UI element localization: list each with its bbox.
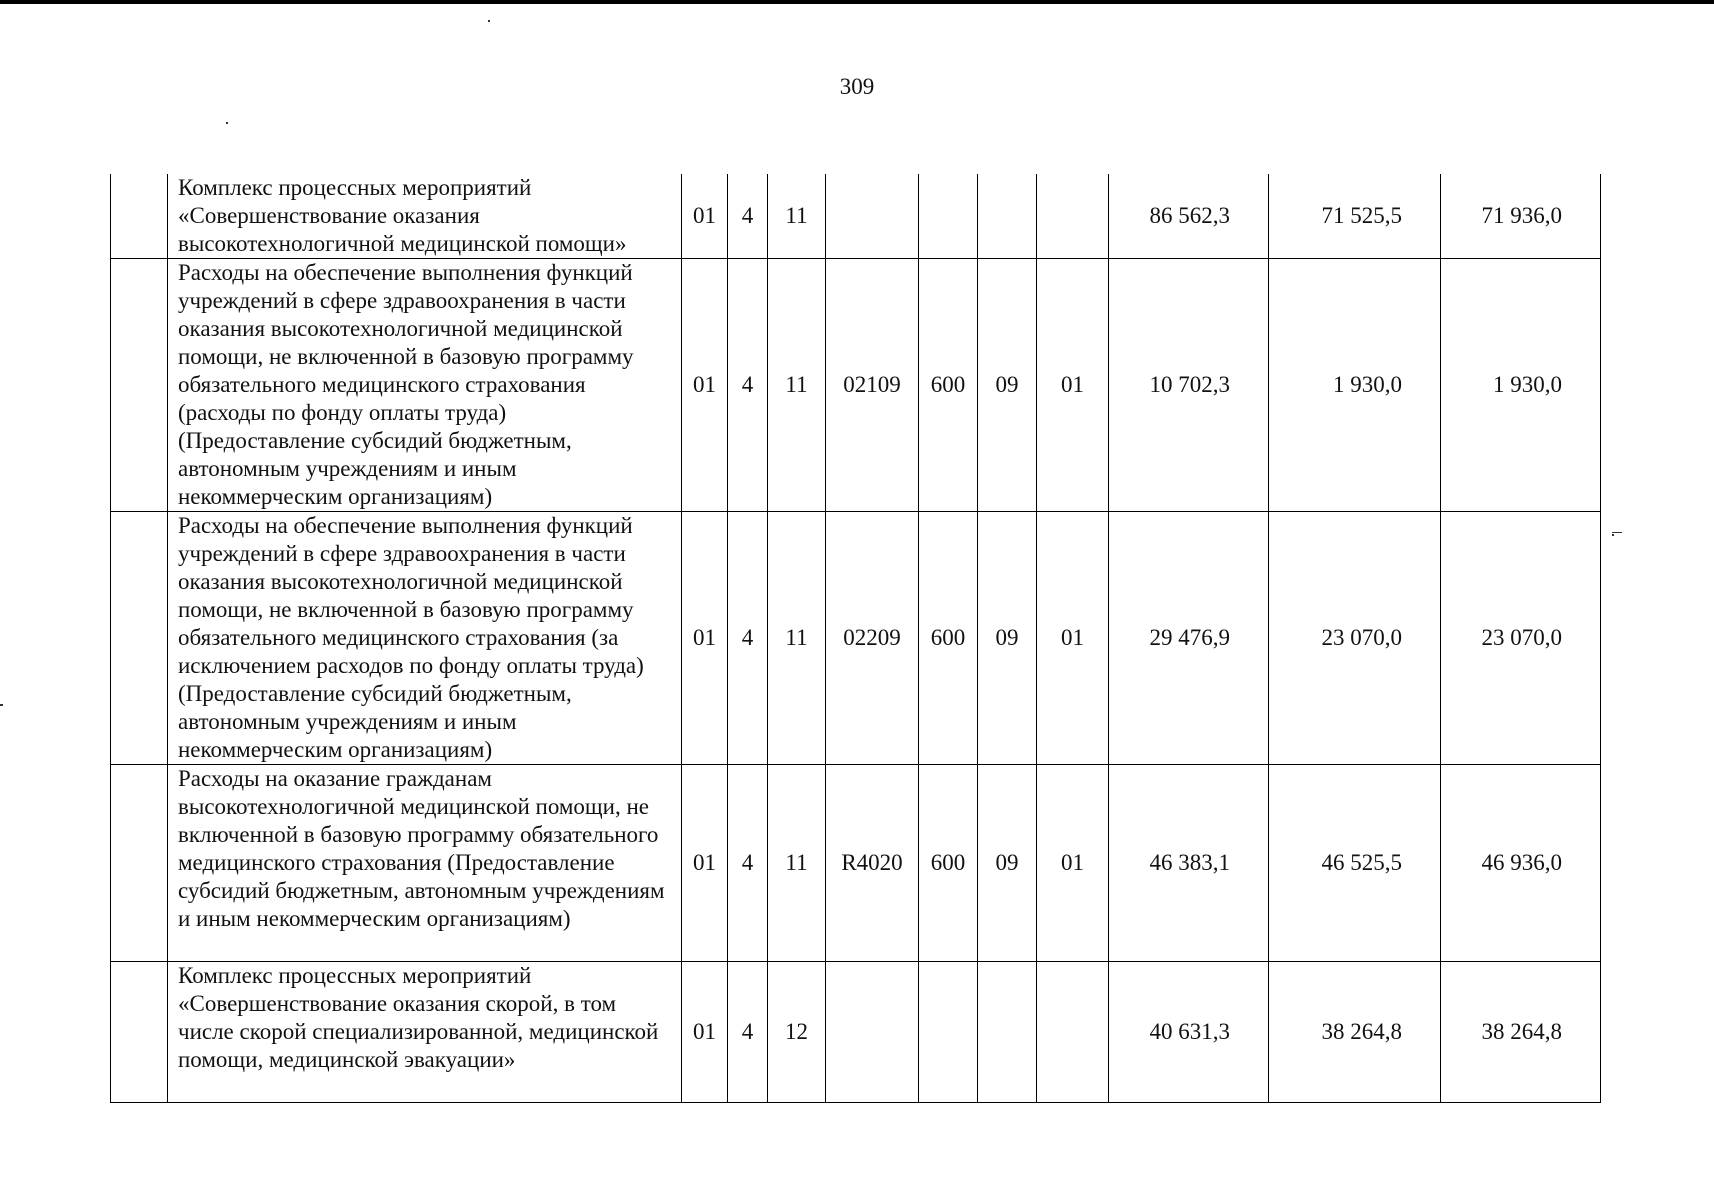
amount-year-1: 46 383,1 xyxy=(1109,765,1269,962)
scan-speck xyxy=(1612,532,1622,533)
row-index-cell xyxy=(111,259,168,512)
subprogram-code: 4 xyxy=(728,512,768,765)
subsection-code: 01 xyxy=(1037,259,1109,512)
row-index-cell xyxy=(111,512,168,765)
scan-speck xyxy=(1612,534,1614,536)
amount-year-1: 86 562,3 xyxy=(1109,174,1269,259)
amount-year-1: 40 631,3 xyxy=(1109,962,1269,1103)
scan-speck xyxy=(488,20,490,22)
amount-year-2: 38 264,8 xyxy=(1269,962,1441,1103)
scan-speck xyxy=(0,704,3,706)
page-number: 309 xyxy=(839,74,875,99)
budget-table xyxy=(110,174,1601,1103)
direction-code xyxy=(826,174,919,259)
expense-type-code: 600 xyxy=(919,512,978,765)
section-code: 09 xyxy=(978,765,1037,962)
row-description: Расходы на оказание гражданам высокотехнологичной медицинской помощи, не включенной в базовую программу обязательного медицинского страхования (Предоставление субсидий бюджетным, автономным учреждениям и иным некоммерческим организациям) xyxy=(168,765,682,962)
subprogram-code: 4 xyxy=(728,259,768,512)
activity-code: 11 xyxy=(768,174,826,259)
amount-year-3: 46 936,0 xyxy=(1441,765,1601,962)
subsection-code: 01 xyxy=(1037,512,1109,765)
expense-type-code: 600 xyxy=(919,765,978,962)
direction-code: R4020 xyxy=(826,765,919,962)
direction-code: 02209 xyxy=(826,512,919,765)
row-description: Комплекс процессных мероприятий «Совершенствование оказания скорой, в том числе скорой специализированной, медицинской помощи, медицинской эвакуации» xyxy=(168,962,682,1103)
section-code: 09 xyxy=(978,259,1037,512)
direction-code: 02109 xyxy=(826,259,919,512)
section-code: 09 xyxy=(978,512,1037,765)
row-index-cell xyxy=(111,174,168,259)
expense-type-code xyxy=(919,174,978,259)
amount-year-3: 71 936,0 xyxy=(1441,174,1601,259)
section-code xyxy=(978,962,1037,1103)
row-description: Расходы на обеспечение выполнения функций учреждений в сфере здравоохранения в части оказания высокотехнологичной медицинской помощи, не включенной в базовую программу обязательного медицинского страхования (расходы по фонду оплаты труда) (Предоставление субсидий бюджетным, автономным учреждениям и иным некоммерческим организациям) xyxy=(168,259,682,512)
table-row xyxy=(111,259,1601,512)
amount-year-3: 38 264,8 xyxy=(1441,962,1601,1103)
activity-code: 11 xyxy=(768,259,826,512)
activity-code: 11 xyxy=(768,765,826,962)
amount-year-2: 1 930,0 xyxy=(1269,259,1441,512)
activity-code: 11 xyxy=(768,512,826,765)
program-code: 01 xyxy=(682,962,728,1103)
program-code: 01 xyxy=(682,765,728,962)
table-row xyxy=(111,765,1601,962)
amount-year-1: 10 702,3 xyxy=(1109,259,1269,512)
program-code: 01 xyxy=(682,259,728,512)
amount-year-2: 46 525,5 xyxy=(1269,765,1441,962)
program-code: 01 xyxy=(682,174,728,259)
row-index-cell xyxy=(111,962,168,1103)
row-index-cell xyxy=(111,765,168,962)
subprogram-code: 4 xyxy=(728,962,768,1103)
scan-top-edge xyxy=(0,0,1714,4)
expense-type-code: 600 xyxy=(919,259,978,512)
expense-type-code xyxy=(919,962,978,1103)
amount-year-2: 71 525,5 xyxy=(1269,174,1441,259)
table-row xyxy=(111,512,1601,765)
program-code: 01 xyxy=(682,512,728,765)
subsection-code xyxy=(1037,174,1109,259)
table-row xyxy=(111,174,1601,259)
subprogram-code: 4 xyxy=(728,765,768,962)
amount-year-2: 23 070,0 xyxy=(1269,512,1441,765)
row-description: Комплекс процессных мероприятий «Совершенствование оказания высокотехнологичной медицинской помощи» xyxy=(168,174,682,259)
direction-code xyxy=(826,962,919,1103)
subprogram-code: 4 xyxy=(728,174,768,259)
amount-year-3: 1 930,0 xyxy=(1441,259,1601,512)
scan-speck xyxy=(226,122,228,124)
activity-code: 12 xyxy=(768,962,826,1103)
amount-year-1: 29 476,9 xyxy=(1109,512,1269,765)
row-description: Расходы на обеспечение выполнения функций учреждений в сфере здравоохранения в части оказания высокотехнологичной медицинской помощи, не включенной в базовую программу обязательного медицинского страхования (за исключением расходов по фонду оплаты труда) (Предоставление субсидий бюджетным, автономным учреждениям и иным некоммерческим организациям) xyxy=(168,512,682,765)
subsection-code xyxy=(1037,962,1109,1103)
subsection-code: 01 xyxy=(1037,765,1109,962)
table-row xyxy=(111,962,1601,1103)
amount-year-3: 23 070,0 xyxy=(1441,512,1601,765)
section-code xyxy=(978,174,1037,259)
